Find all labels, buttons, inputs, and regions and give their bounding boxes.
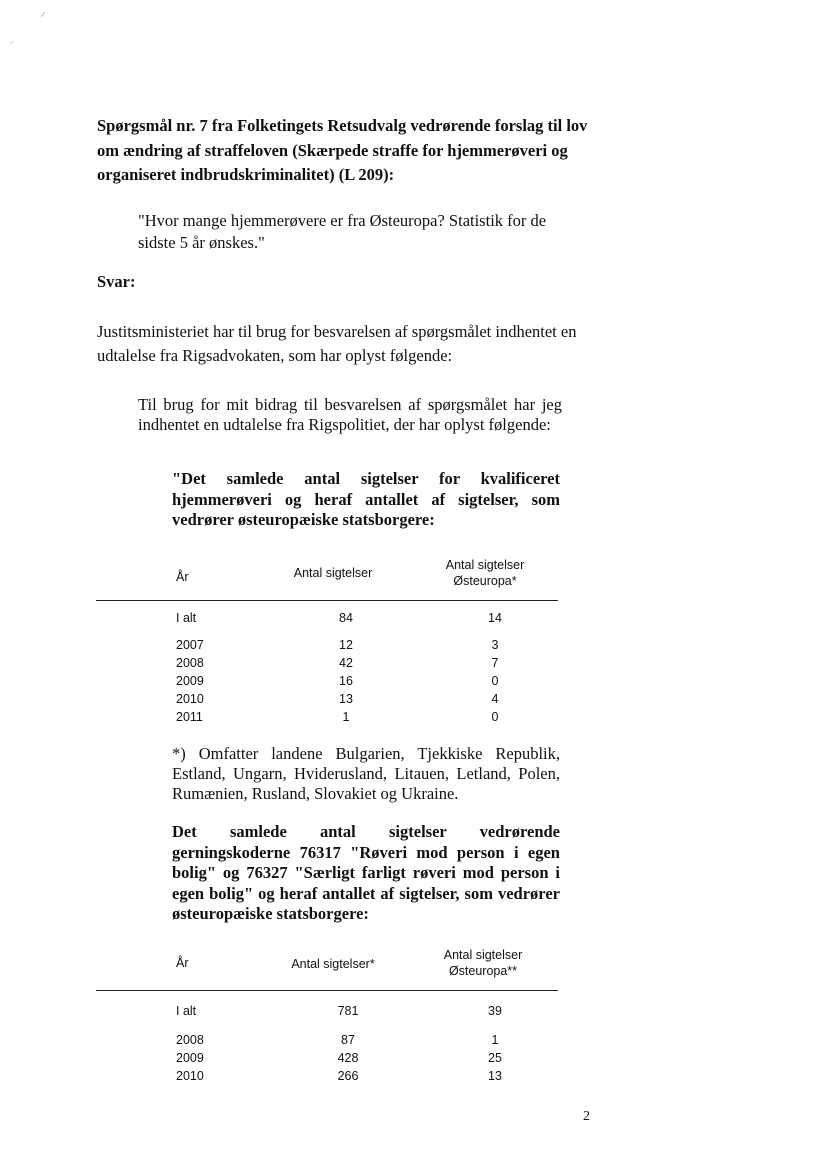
table1-row-total: 42 xyxy=(339,656,353,670)
table2-total-east: 39 xyxy=(488,1004,502,1018)
table1-total-label: I alt xyxy=(176,611,197,625)
table2-row-east: 25 xyxy=(488,1051,502,1065)
table1-header-total: Antal sigtelser xyxy=(293,566,373,580)
table1-header-year: År xyxy=(176,570,189,584)
table1-row-east: 3 xyxy=(491,638,499,652)
scan-mark xyxy=(41,12,46,17)
table1-row-year: 2010 xyxy=(176,692,204,706)
table2-row-total: 266 xyxy=(337,1069,359,1083)
table2-header-total: Antal sigtelser* xyxy=(291,957,375,971)
table1-header-east-2: Østeuropa* xyxy=(453,574,517,588)
table1-total-value: 84 xyxy=(339,611,353,625)
table2-row-east: 13 xyxy=(488,1069,502,1083)
table1-row-year: 2008 xyxy=(176,656,204,670)
table2-total-label: I alt xyxy=(176,1004,197,1018)
page-number: 2 xyxy=(583,1109,590,1124)
table2-row-total: 428 xyxy=(337,1051,359,1065)
table2-header-rule xyxy=(96,990,558,991)
question-quote: "Hvor mange hjemmerøvere er fra Østeuropa? Statistik for de sidste 5 år ønskes." xyxy=(138,211,547,252)
table2-header-year: År xyxy=(176,956,189,970)
table1-footnote: *) Omfatter landene Bulgarien, Tjekkiske Republik, Estland, Ungarn, Hviderusland, Litauen, Letland, Polen, Rumænien, Rusland, Slovakiet og Ukraine. xyxy=(172,744,560,803)
table1-row-east: 7 xyxy=(491,656,499,670)
intro-paragraph: Justitsministeriet har til brug for besvarelsen af spørgsmålet indhentet en udtalelse fra Rigsadvokaten, som har oplyst følgende: xyxy=(97,322,577,365)
table1-title: "Det samlede antal sigtelser for kvalificeret hjemmerøveri og heraf antallet af sigtelser, som vedrører østeuropæiske statsborgere: xyxy=(172,469,560,529)
table2-header-east-1: Antal sigtelser xyxy=(443,948,523,962)
table1-row-east: 0 xyxy=(491,710,499,724)
table1-row-year: 2007 xyxy=(176,638,204,652)
table2-title: Det samlede antal sigtelser vedrørende gerningskoderne 76317 "Røveri mod person i egen bolig" og 76327 "Særligt farligt røveri mod person i egen bolig" og heraf antallet af sigtelser, som vedrører østeuropæiske statsborgere: xyxy=(172,822,560,923)
table1-row-east: 0 xyxy=(491,674,499,688)
table2-row-year: 2008 xyxy=(176,1033,204,1047)
answer-label: Svar: xyxy=(97,272,136,291)
table1-row-year: 2009 xyxy=(176,674,204,688)
table1-total-east: 14 xyxy=(488,611,502,625)
table1-header-rule xyxy=(96,600,558,601)
table1-row-total: 16 xyxy=(339,674,353,688)
table2-total-value: 781 xyxy=(337,1004,359,1018)
question-heading: Spørgsmål nr. 7 fra Folketingets Retsudvalg vedrørende forslag til lov om ændring af straffeloven (Skærpede straffe for hjemmerøveri og organiseret indbrudskriminalitet) (L 209): xyxy=(97,116,588,184)
table1-header-east-1: Antal sigtelser xyxy=(445,558,525,572)
table2-row-year: 2009 xyxy=(176,1051,204,1065)
scan-mark xyxy=(10,41,14,44)
table1-row-total: 12 xyxy=(339,638,353,652)
rigsadvokat-paragraph: Til brug for mit bidrag til besvarelsen af spørgsmålet har jeg indhentet en udtalelse fra Rigspolitiet, der har oplyst følgende: xyxy=(138,395,562,434)
table1-row-total: 1 xyxy=(342,710,350,724)
table2-header-east-2: Østeuropa** xyxy=(448,964,518,978)
table2-row-total: 87 xyxy=(341,1033,355,1047)
table1-row-total: 13 xyxy=(339,692,353,706)
table2-row-east: 1 xyxy=(491,1033,499,1047)
table2-row-year: 2010 xyxy=(176,1069,204,1083)
table1-row-east: 4 xyxy=(491,692,499,706)
table1-row-year: 2011 xyxy=(176,710,203,724)
